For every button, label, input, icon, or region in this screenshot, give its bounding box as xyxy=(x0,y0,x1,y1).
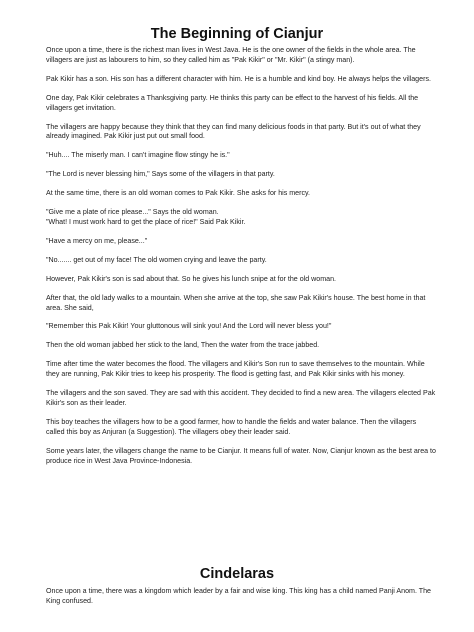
paragraph: "What! I must work hard to get the place of rice!" Said Pak Kikir. xyxy=(46,217,246,226)
paragraph: "No....... get out of my face! The old women crying and leave the party. xyxy=(46,255,267,264)
paragraph: Time after time the water becomes the flood. The villagers and Kikir's Son run to save themselves to the mountain. While they are running, Pak Kikir tries to keep his prosperity. The flood is getting fast, and Pak Kikir sinks with his money. xyxy=(46,360,425,379)
paragraph: One day, Pak Kikir celebrates a Thanksgiving party. He thinks this party can be effect to the harvest of his fields. All the villagers get invitation. xyxy=(46,93,419,112)
story-title-cindelaras: Cindelaras xyxy=(199,566,275,582)
paragraph: The villagers and the son saved. They are sad with this accident. They decided to find a new area. The villagers elected Pak Kikir's son as their leader. xyxy=(46,389,436,407)
paragraph: Once upon a time, there is the richest man lives in West Java. He is the one owner of the fields in the whole area. The villagers are just as labourers to him, so they called him as "Pak Kikir" or "Mr. Kikir" (a stingy man). xyxy=(46,46,416,64)
paragraph: "Give me a plate of rice please..." Says the old woman. xyxy=(46,208,219,217)
paragraph: Pak Kikir has a son. His son has a different character with him. He is a humble and kind boy. He always helps the villagers. xyxy=(46,74,431,83)
paragraph: Then the old woman jabbed her stick to the land, Then the water from the trace jabbed. xyxy=(46,341,320,350)
story-title-cianjur: The Beginning of Cianjur xyxy=(150,26,324,42)
paragraph: "The Lord is never blessing him," Says some of the villagers in that party. xyxy=(46,170,275,179)
paragraph: After that, the old lady walks to a mountain. When she arrive at the top, she saw Pak Kikir's house. The best home in that area. She said, xyxy=(46,293,426,312)
paragraph: This boy teaches the villagers how to be a good farmer, how to handle the fields and water balance. Then the villagers called this boy as Anjuran (a Suggestion). The villagers obey their leader said. xyxy=(46,417,417,436)
story-body-cianjur xyxy=(46,46,436,475)
story-body-cindelaras xyxy=(46,587,436,616)
paragraph: Some years later, the villagers change the name to be Cianjur. It means full of water. Now, Cianjur known as the best area to produce rice in West Java Province-Indonesia. xyxy=(46,446,436,465)
paragraph: At the same time, there is an old woman comes to Pak Kikir. She asks for his mercy. xyxy=(46,189,311,198)
paragraph: "Have a mercy on me, please..." xyxy=(46,236,148,245)
paragraph: "Remember this Pak Kikir! Your gluttonous will sink you! And the Lord will never bless you!" xyxy=(46,322,332,331)
paragraph: Once upon a time, there was a kingdom which leader by a fair and wise king. This king has a child named Panji Anom. The King confused. xyxy=(46,587,431,605)
paragraph: "Huh.... The miserly man. I can't imagine flow stingy he is." xyxy=(46,151,230,160)
paragraph: The villagers are happy because they think that they can find many delicious foods in that party. But it's out of what they already imagined. Pak Kikir just put out small food. xyxy=(46,122,421,141)
paragraph: However, Pak Kikir's son is sad about that. So he gives his lunch snipe at for the old woman. xyxy=(46,274,336,283)
